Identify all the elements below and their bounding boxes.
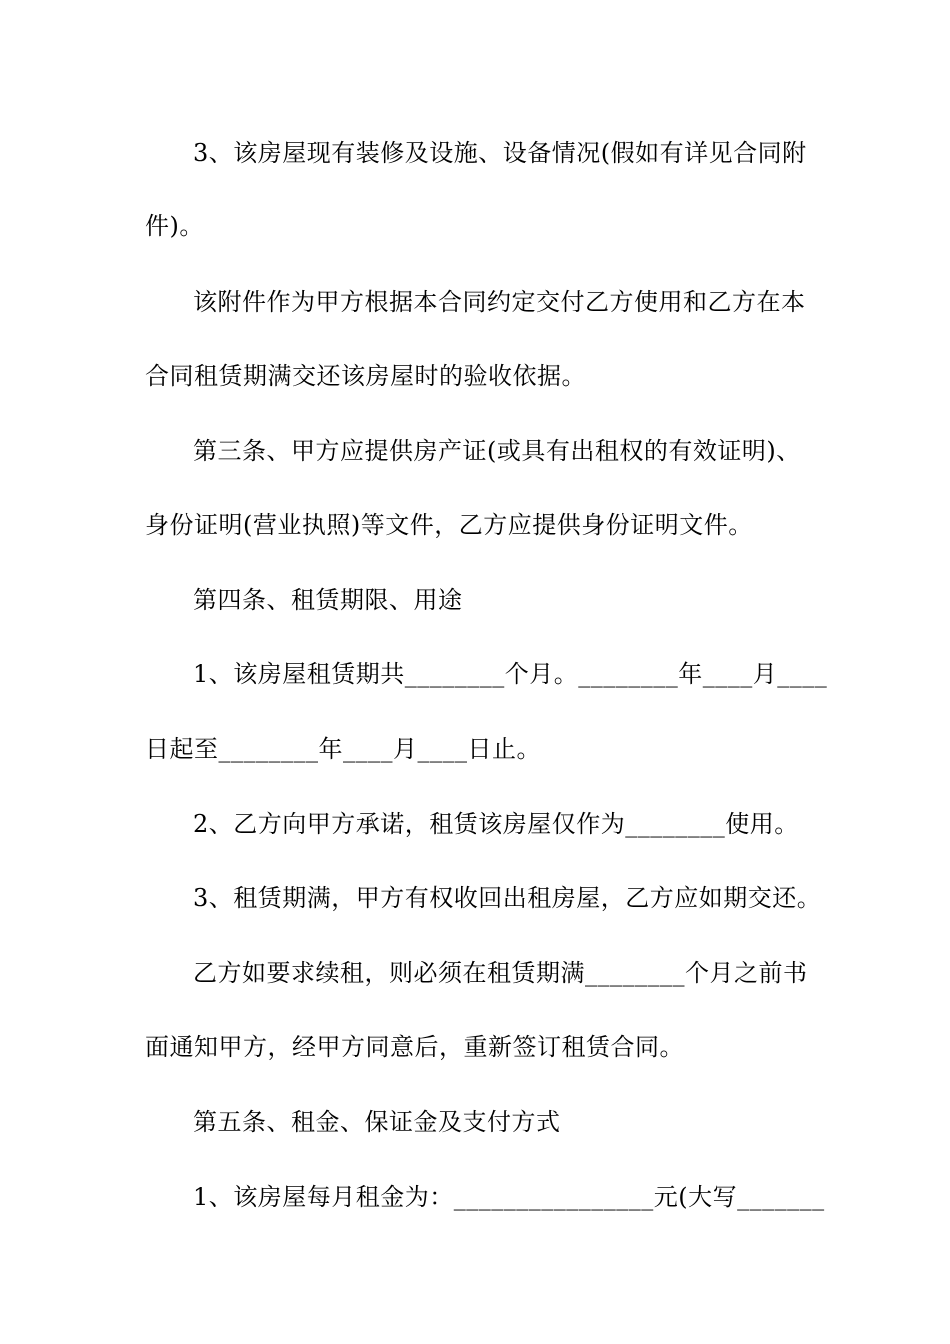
paragraph-line: 3、该房屋现有装修及设施、设备情况(假如有详见合同附 — [193, 139, 807, 167]
paragraph-line: 合同租赁期满交还该房屋时的验收依据。 — [145, 362, 586, 390]
paragraph-line: 日起至________年____月____日止。 — [145, 735, 541, 763]
paragraph-line: 第三条、甲方应提供房产证(或具有出租权的有效证明)、 — [193, 437, 801, 465]
paragraph-line: 面通知甲方，经甲方同意后，重新签订租赁合同。 — [145, 1033, 684, 1061]
section-heading: 第五条、租金、保证金及支付方式 — [193, 1108, 561, 1136]
paragraph-line: 件)。 — [145, 212, 204, 240]
paragraph-line: 身份证明(营业执照)等文件，乙方应提供身份证明文件。 — [145, 511, 753, 539]
paragraph-line: 2、乙方向甲方承诺，租赁该房屋仅作为________使用。 — [193, 810, 799, 838]
section-heading: 第四条、租赁期限、用途 — [193, 586, 463, 614]
paragraph-line: 3、租赁期满，甲方有权收回出租房屋，乙方应如期交还。 — [193, 884, 822, 912]
paragraph-line: 乙方如要求续租，则必须在租赁期满________个月之前书 — [193, 959, 808, 987]
paragraph-line: 该附件作为甲方根据本合同约定交付乙方使用和乙方在本 — [193, 288, 806, 316]
paragraph-line: 1、该房屋租赁期共________个月。________年____月____ — [193, 660, 828, 688]
paragraph-line: 1、该房屋每月租金为：________________元(大写_______ — [193, 1183, 825, 1211]
